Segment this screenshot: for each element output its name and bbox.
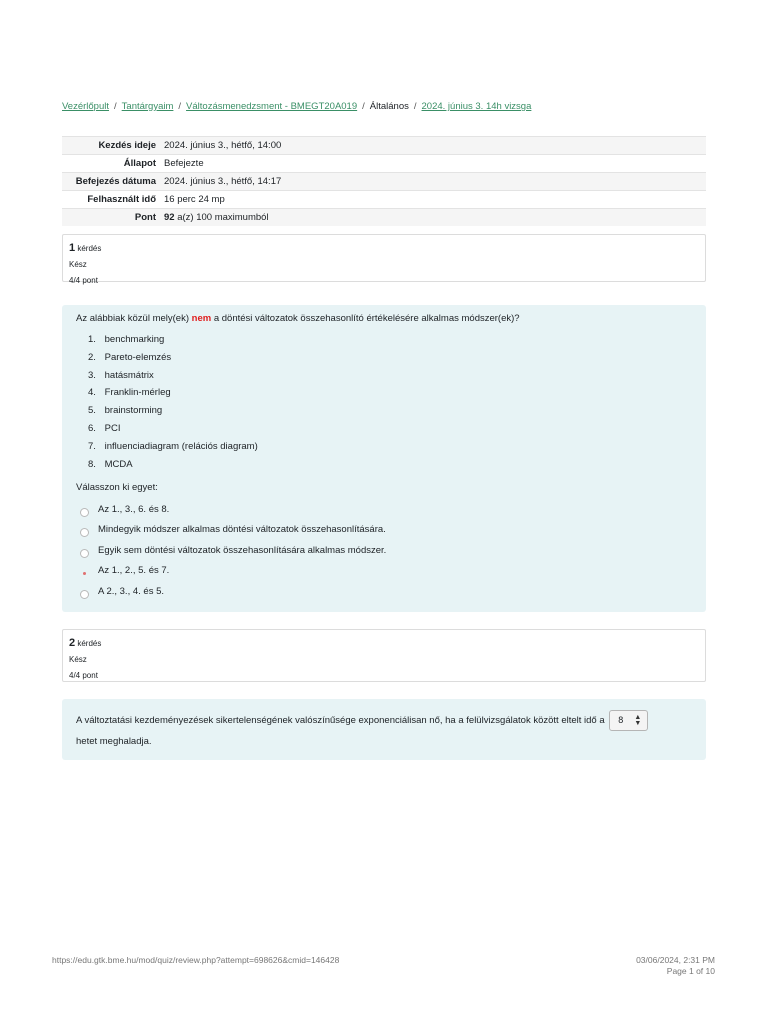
question-word: kérdés <box>77 244 102 253</box>
grade-score: 92 <box>164 212 175 223</box>
summary-label: Pont <box>62 209 160 227</box>
question-highlight: nem <box>191 313 212 324</box>
footer-meta <box>636 955 715 977</box>
breadcrumb-quiz[interactable]: 2024. június 3. 14h vizsga <box>421 101 532 112</box>
question-text <box>76 313 520 324</box>
summary-label: Felhasznált idő <box>62 191 160 209</box>
answer-option[interactable] <box>80 540 386 561</box>
question-2-content <box>62 699 706 760</box>
summary-label: Kezdés ideje <box>62 137 160 155</box>
select-arrows-icon: ▲ ▼ <box>634 713 642 727</box>
question-word: kérdés <box>77 639 102 648</box>
breadcrumb <box>62 101 531 112</box>
answer-option-selected[interactable] <box>80 561 386 582</box>
list-item: 7. influenciadiagram (relációs diagram) <box>88 440 258 452</box>
question-text <box>76 710 696 752</box>
breadcrumb-my-courses[interactable]: Tantárgyaim <box>121 101 174 112</box>
footer-datetime: 03/06/2024, 2:31 PM <box>636 955 715 965</box>
answer-option[interactable] <box>80 499 386 520</box>
summary-row-completed <box>62 173 706 191</box>
answer-label: Egyik sem döntési változatok összehasonlítására alkalmas módszer. <box>98 544 387 556</box>
question-1-content <box>62 305 706 612</box>
question-number: 1 <box>69 242 76 254</box>
summary-value <box>160 209 706 227</box>
attempt-summary-table <box>62 136 706 226</box>
radio-button[interactable] <box>80 528 89 537</box>
list-item: 5. brainstorming <box>88 405 163 417</box>
summary-row-time-taken <box>62 191 706 209</box>
question-text-part: hetet meghaladja. <box>76 736 152 748</box>
summary-row-grade <box>62 209 706 227</box>
summary-row-started <box>62 137 706 155</box>
list-item: 8. MCDA <box>88 458 133 470</box>
answer-label: A 2., 3., 4. és 5. <box>98 585 165 597</box>
question-2-info <box>62 629 706 682</box>
summary-row-state <box>62 155 706 173</box>
radio-button[interactable] <box>80 590 89 599</box>
summary-value: 2024. június 3., hétfő, 14:00 <box>160 137 706 155</box>
breadcrumb-separator: / <box>362 101 365 112</box>
summary-label: Állapot <box>62 155 160 173</box>
list-item: 6. PCI <box>88 422 121 434</box>
question-text-part: A változtatási kezdeményezések sikertelenségének valószínűsége exponenciálisan nő, ha a felülvizsgálatok között eltelt idő a <box>76 715 605 727</box>
answer-option[interactable] <box>80 520 386 541</box>
question-marks: 4/4 pont <box>69 276 98 285</box>
method-list <box>88 331 258 473</box>
breadcrumb-section: Általános <box>369 101 409 112</box>
question-number: 2 <box>69 637 76 649</box>
radio-button-selected[interactable] <box>80 569 89 578</box>
breadcrumb-separator: / <box>178 101 182 112</box>
grade-suffix: a(z) 100 maximumból <box>177 212 269 223</box>
question-1-info <box>62 234 706 285</box>
question-text-part: Az alábbiak közül mely(ek) <box>76 313 189 324</box>
summary-value: Befejezte <box>160 155 706 173</box>
answer-label: Az 1., 2., 5. és 7. <box>98 565 170 577</box>
list-item: 2. Pareto-elemzés <box>88 351 172 363</box>
radio-button[interactable] <box>80 508 89 517</box>
breadcrumb-separator: / <box>114 101 117 112</box>
breadcrumb-separator: / <box>413 101 417 112</box>
list-item: 3. hatásmátrix <box>88 369 154 381</box>
summary-value: 16 perc 24 mp <box>160 191 706 209</box>
answer-select[interactable] <box>609 710 648 731</box>
breadcrumb-course[interactable]: Változásmenedzsment - BMEGT20A019 <box>186 101 358 112</box>
answer-label: Az 1., 3., 6. és 8. <box>98 503 170 515</box>
list-item: 4. Franklin-mérleg <box>88 387 171 399</box>
answer-options <box>80 499 386 602</box>
answer-option[interactable] <box>80 581 386 602</box>
list-item: 1. benchmarking <box>88 334 165 345</box>
answer-label: Mindegyik módszer alkalmas döntési változatok összehasonlítására. <box>98 524 386 536</box>
question-state: Kész <box>69 260 87 269</box>
question-text-part: a döntési változatok összehasonlító értékelésére alkalmas módszer(ek)? <box>213 313 520 324</box>
footer-page-number: Page 1 of 10 <box>666 966 715 976</box>
footer-url: https://edu.gtk.bme.hu/mod/quiz/review.php?attempt=698626&cmid=146428 <box>52 955 340 965</box>
summary-value: 2024. június 3., hétfő, 14:17 <box>160 173 706 191</box>
answer-prompt: Válasszon ki egyet: <box>76 482 158 493</box>
radio-button[interactable] <box>80 549 89 558</box>
breadcrumb-dashboard[interactable]: Vezérlőpult <box>62 101 110 112</box>
select-value: 8 <box>618 715 624 725</box>
question-marks: 4/4 pont <box>69 671 98 680</box>
question-state: Kész <box>69 655 87 664</box>
summary-label: Befejezés dátuma <box>62 173 160 191</box>
